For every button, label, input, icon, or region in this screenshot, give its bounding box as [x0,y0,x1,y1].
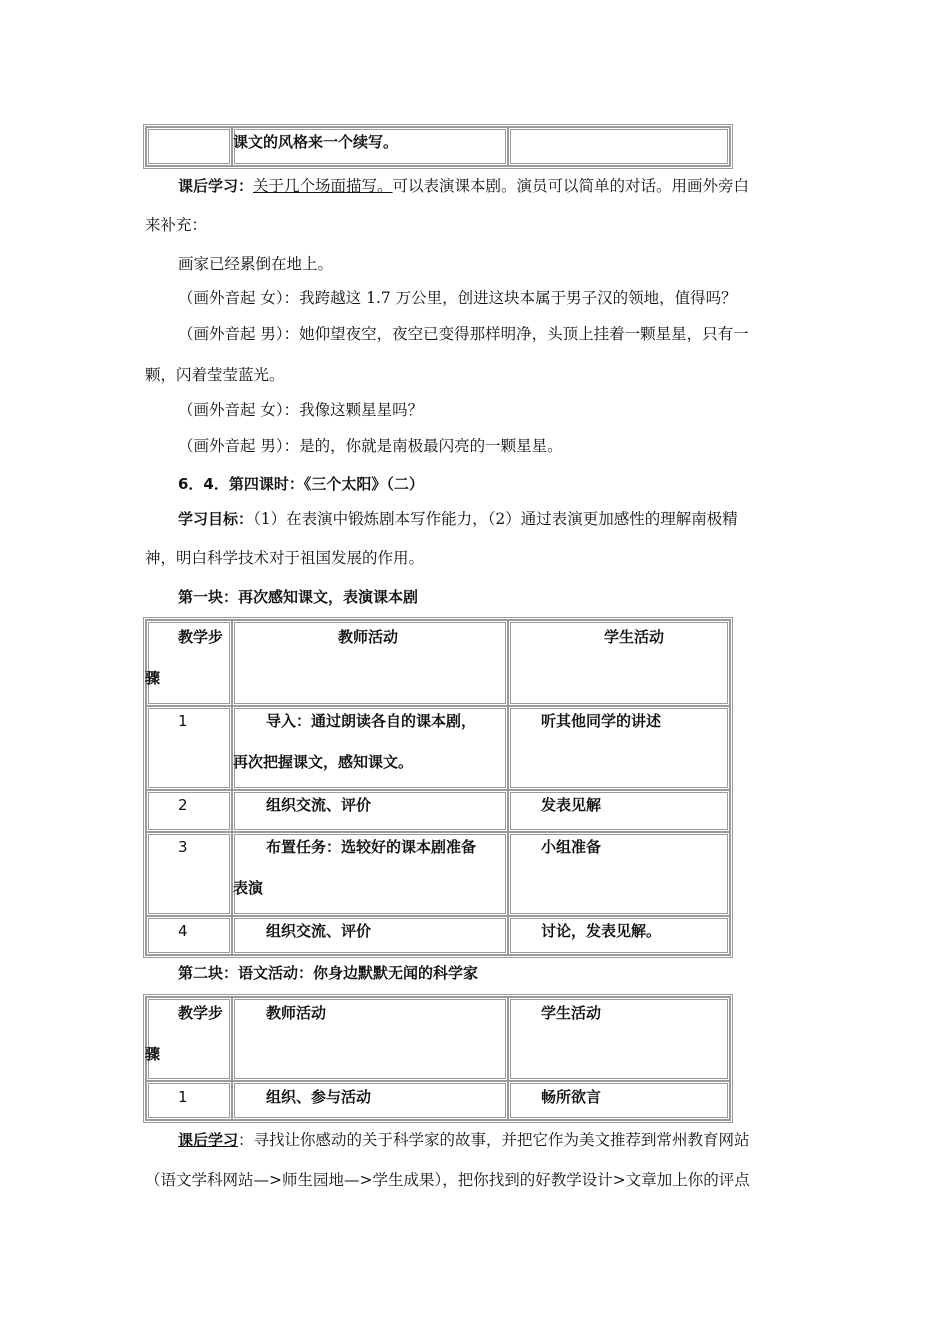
b1-row2-step: 2 [178,796,188,814]
b1-row3-student: 小组准备 [541,838,602,856]
goal-label: 学习目标： [178,510,254,528]
goal-line2: 神，明白科学技术对于祖国发展的作用。 [145,549,425,567]
b1-row2-student: 发表见解 [541,796,602,814]
script-line-3b: 颗，闪着莹莹蓝光。 [145,366,285,384]
block2-table [143,994,733,1123]
b1-row4-teacher: 组织交流、评价 [266,922,372,940]
b1-r2-step [146,790,232,832]
script-line-4: （画外音起 女）：我像这颗星星吗？ [178,401,424,419]
top-table [143,124,733,169]
b1-row3-step: 3 [178,838,188,856]
b2-header-step-a: 教学步 [178,1004,224,1022]
top-table-text: 课文的风格来一个续写。 [233,133,399,151]
b1-row1-teacher-b: 再次把握课文，感知课文。 [233,753,414,771]
script-line-1: 画家已经累倒在地上。 [178,255,334,273]
script-line-2: （画外音起 女）：我跨越这 1.7 万公里，创进这块本属于男子汉的领地，值得吗？ [178,289,737,307]
b2-row1-step: 1 [178,1088,188,1106]
after-class-underlined: 关于几个场面描写。 [253,177,393,195]
after-class2-label: 课后学习 [178,1131,239,1149]
goal-line1 [178,509,738,529]
b2-header-student: 学生活动 [541,1004,602,1022]
top-table-cell-right [508,127,730,166]
section-heading: 6．4．第四课时：《三个太阳》（二） [178,475,424,493]
after-class2-line2: （语文学科网站—>师生园地—>学生成果），把你找到的好教学设计>文章加上你的评点 [145,1171,750,1189]
b1-row2-teacher: 组织交流、评价 [266,796,372,814]
block2-title: 第二块：语文活动：你身边默默无闻的科学家 [178,964,479,982]
after-class2-line1 [178,1130,750,1150]
b2-r1-step [146,1081,232,1120]
b1-header-step-b: 骤 [145,669,161,687]
after-class-line2: 来补充： [145,216,208,234]
after-class-rest: 可以表演课本剧。演员可以简单的对话。用画外旁白 [392,177,750,195]
b1-row3-teacher-b: 表演 [233,879,264,897]
block1-table [143,617,733,958]
b2-row1-student: 畅所欲言 [541,1088,602,1106]
b1-row4-student: 讨论，发表见解。 [541,922,662,940]
b1-r3-step [146,832,232,916]
b1-row1-teacher-a: 导入：通过朗读各自的课本剧， [266,712,477,730]
b1-row4-step: 4 [178,922,188,940]
b1-header-student: 学生活动 [604,628,665,646]
after-class-label: 课后学习： [178,177,254,195]
b1-r4-step [146,916,232,955]
after-class2-text: ：寻找让你感动的关于科学家的故事，并把它作为美文推荐到常州教育网站 [238,1131,750,1149]
b1-header-teacher: 教师活动 [338,628,399,646]
b1-row3-teacher-a: 布置任务：选较好的课本剧准备 [266,838,477,856]
b1-row1-student: 听其他同学的讲述 [541,712,662,730]
block1-title: 第一块：再次感知课文，表演课本剧 [178,588,419,606]
b2-header-step-b: 骤 [145,1045,161,1063]
b1-row1-step: 1 [178,712,188,730]
script-line-3a: （画外音起 男）：她仰望夜空，夜空已变得那样明净，头顶上挂着一颗星星，只有一 [178,325,749,343]
script-line-5: （画外音起 男）：是的，你就是南极最闪亮的一颗星星。 [178,437,563,455]
top-table-cell-left [146,127,232,166]
after-class-line1 [178,176,749,196]
b2-header-teacher: 教师活动 [266,1004,327,1022]
goal-text: （1）在表演中锻炼剧本写作能力，（2）通过表演更加感性的理解南极精 [253,510,738,528]
b1-r1-step [146,706,232,790]
b2-row1-teacher: 组织、参与活动 [266,1088,372,1106]
b1-header-step-a: 教学步 [178,628,224,646]
